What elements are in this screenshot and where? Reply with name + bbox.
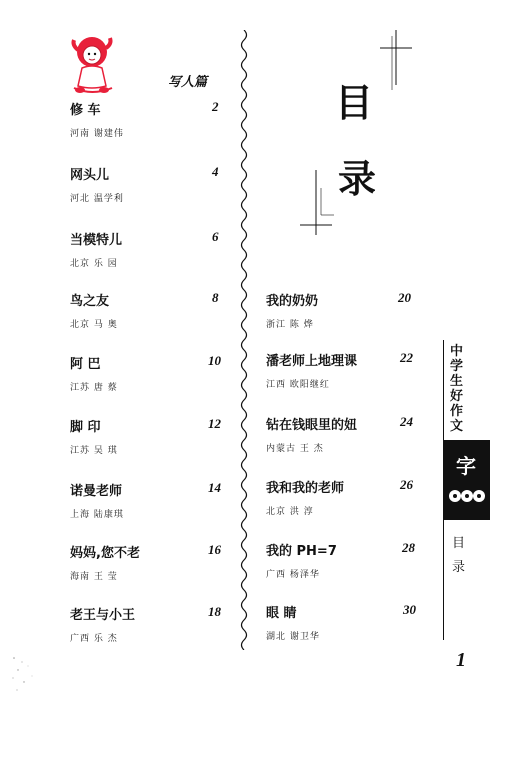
entry-page: 26 — [400, 477, 413, 492]
heading-char-mu: 目 — [335, 81, 374, 125]
entry-title: 妈妈,您不老 — [70, 546, 140, 561]
scan-noise — [8, 650, 48, 700]
entry-page: 14 — [208, 480, 221, 495]
entry-title: 鸟之友 — [70, 294, 110, 309]
entry-title: 我和我的老师 — [266, 481, 345, 496]
toc-entry[interactable] — [70, 480, 230, 520]
entry-author: 北京 马 奥 — [70, 320, 118, 330]
entry-page: 28 — [402, 540, 415, 555]
entry-page: 10 — [208, 353, 221, 368]
entry-page: 2 — [212, 99, 219, 114]
toc-entry[interactable] — [70, 353, 230, 393]
sidebar-label-vertical: 目录 — [452, 536, 466, 575]
toc-entry[interactable] — [70, 542, 230, 582]
entry-author: 江苏 吴 琪 — [70, 446, 118, 456]
entry-author: 北京 乐 园 — [70, 259, 118, 269]
wavy-divider — [237, 30, 251, 650]
toc-entry[interactable] — [266, 602, 426, 642]
toc-entry[interactable] — [266, 350, 426, 390]
entry-page: 16 — [208, 542, 221, 557]
toc-entry[interactable] — [70, 416, 230, 456]
entry-page: 30 — [403, 602, 416, 617]
entry-page: 18 — [208, 604, 221, 619]
toc-entry[interactable] — [70, 229, 230, 269]
entry-author: 河北 温学利 — [70, 194, 124, 204]
entry-author: 河南 谢建伟 — [70, 129, 124, 139]
entry-title: 钻在钱眼里的妞 — [266, 418, 358, 433]
entry-author: 内蒙古 王 杰 — [266, 444, 324, 454]
crosshair-decoration-bottom — [300, 170, 340, 240]
crosshair-decoration-top — [376, 30, 416, 90]
entry-author: 上海 陆康琪 — [70, 510, 124, 520]
entry-title: 老王与小王 — [70, 608, 136, 623]
entry-author: 北京 洪 淳 — [266, 507, 314, 517]
entry-author: 广西 杨泽华 — [266, 570, 320, 580]
entry-page: 20 — [398, 290, 411, 305]
toc-entry[interactable] — [266, 414, 426, 454]
section-title: 写人篇 — [168, 75, 208, 90]
entry-author: 浙江 陈 烨 — [266, 320, 314, 330]
entry-title: 修 车 — [70, 103, 101, 118]
entry-title: 我的奶奶 — [266, 294, 319, 309]
toc-entry[interactable] — [70, 164, 230, 204]
toc-entry[interactable] — [70, 604, 230, 644]
toc-entry[interactable] — [266, 290, 426, 330]
entry-title: 眼 睛 — [266, 606, 297, 621]
entry-title: 诺曼老师 — [70, 484, 123, 499]
entry-author: 广西 乐 杰 — [70, 634, 118, 644]
entry-title: 网头儿 — [70, 168, 110, 183]
entry-title: 潘老师上地理课 — [266, 354, 358, 369]
book-title-vertical: 中学生好作文 — [450, 344, 464, 434]
entry-author: 江西 欧阳继红 — [266, 380, 330, 390]
entry-page: 8 — [212, 290, 219, 305]
entry-title: 脚 印 — [70, 420, 101, 435]
toc-entry[interactable] — [266, 477, 426, 517]
entry-author: 海南 王 莹 — [70, 572, 118, 582]
badge-char: 字 — [456, 454, 476, 478]
toc-entry[interactable] — [266, 540, 426, 580]
entry-page: 6 — [212, 229, 219, 244]
entry-author: 湖北 谢卫华 — [266, 632, 320, 642]
toc-entry[interactable] — [70, 290, 230, 330]
heading-char-lu: 录 — [338, 157, 377, 201]
entry-page: 12 — [208, 416, 221, 431]
sidebar-badge — [443, 440, 490, 520]
page-number: 1 — [456, 649, 466, 671]
entry-page: 24 — [400, 414, 413, 429]
flowers-icon — [447, 486, 487, 506]
entry-title: 阿 巴 — [70, 357, 101, 372]
entry-page: 22 — [400, 350, 413, 365]
entry-title: 我的 PH=7 — [266, 544, 337, 559]
entry-title: 当模特儿 — [70, 233, 123, 248]
entry-author: 江苏 唐 蔡 — [70, 383, 118, 393]
girl-illustration — [60, 30, 130, 100]
toc-entry[interactable] — [70, 99, 230, 139]
entry-page: 4 — [212, 164, 219, 179]
